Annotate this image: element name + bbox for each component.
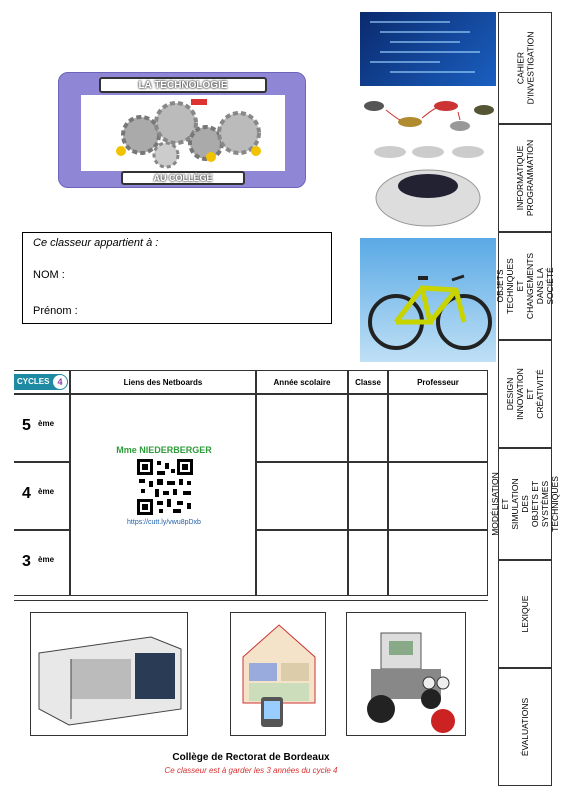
professeur-3[interactable] <box>388 530 488 596</box>
tab-design-innovation[interactable]: DESIGN INNOVATION ET CRÉATIVITÉ <box>498 340 552 448</box>
banner-top-text: LA TECHNOLOGIE <box>99 77 267 93</box>
header-classe: Classe <box>348 370 388 394</box>
classe-3[interactable] <box>348 530 388 596</box>
tab-cahier-investigation[interactable]: CAHIER D'INVESTIGATION <box>498 12 552 124</box>
prenom-label: Prénom : <box>33 305 78 317</box>
banner-bottom-text: AU COLLÈGE <box>121 171 245 185</box>
container-house-photo <box>30 612 188 736</box>
qr-code[interactable] <box>137 459 193 515</box>
annee-5[interactable] <box>256 394 348 462</box>
cycle-number: 4 <box>53 375 67 389</box>
code-photo <box>360 12 496 86</box>
netboard-cell <box>70 394 256 596</box>
robot-photo <box>346 612 466 736</box>
nom-label: NOM : <box>33 269 65 281</box>
cycle-badge: CYCLES 4 <box>14 374 68 390</box>
tab-informatique-programmation[interactable]: INFORMATIQUE PROGRAMMATION <box>498 124 552 232</box>
school-name: Collège de Rectorat de Bordeaux <box>172 752 330 763</box>
level-3: 3 ème <box>14 530 70 596</box>
tab-lexique[interactable]: LEXIQUE <box>498 560 552 668</box>
teacher-name: Mme NIEDERBERGER <box>116 445 212 455</box>
tab-evaluations[interactable]: ÉVALUATIONS <box>498 668 552 786</box>
level-5: 5 ème <box>14 394 70 462</box>
gears-illustration <box>81 95 285 171</box>
smart-home-photo <box>230 612 326 736</box>
netboard-link[interactable]: https://cutt.ly/vwu8pDxb <box>127 519 201 526</box>
cycle-table <box>14 370 488 596</box>
classe-4[interactable] <box>348 462 388 530</box>
annee-3[interactable] <box>256 530 348 596</box>
classe-5[interactable] <box>348 394 388 462</box>
banner <box>58 72 306 188</box>
owner-title: Ce classeur appartient à : <box>33 237 159 249</box>
cycle-note: Ce classeur est à garder les 3 années du cycle 4 <box>164 766 338 775</box>
robot-vacuum-photo <box>360 140 496 236</box>
level-4: 4 ème <box>14 462 70 530</box>
annee-4[interactable] <box>256 462 348 530</box>
bicycle-photo <box>360 238 496 362</box>
professeur-5[interactable] <box>388 394 488 462</box>
tab-objets-techniques[interactable]: OBJETS TECHNIQUES ET CHANGEMENTS DANS LA SOCIÉTÉ <box>498 232 552 340</box>
car-evolution-photo <box>360 88 496 138</box>
header-annee: Année scolaire <box>256 370 348 394</box>
tab-modelisation-simulation[interactable]: MODÉLISATION ET SIMULATION DES OBJETS ET SYSTÈMES TECHNIQUES <box>498 448 552 560</box>
professeur-4[interactable] <box>388 462 488 530</box>
owner-box <box>22 232 332 324</box>
header-liens: Liens des Netboards <box>70 370 256 394</box>
header-professeur: Professeur <box>388 370 488 394</box>
cycle-badge-cell <box>14 370 70 394</box>
